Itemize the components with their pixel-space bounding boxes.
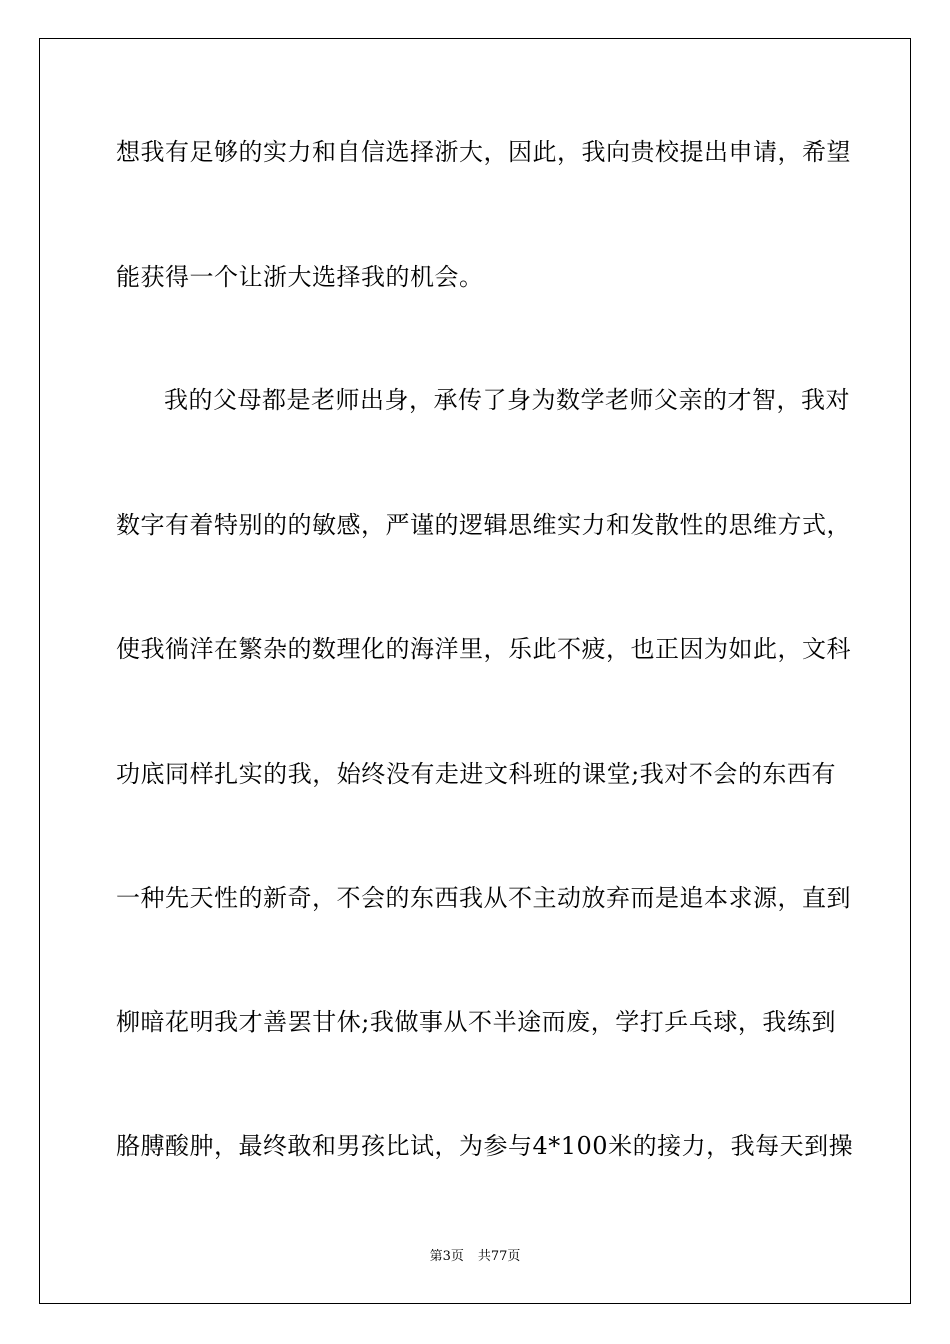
- body-line-1: 想我有足够的实力和自信选择浙大，因此，我向贵校提出申请，希望: [116, 138, 851, 166]
- body-line-3: 我的父母都是老师出身，承传了身为数学老师父亲的才智，我对: [164, 386, 850, 414]
- body-line-4: 数字有着特别的的敏感，严谨的逻辑思维实力和发散性的思维方式，: [116, 511, 851, 539]
- body-line-6: 功底同样扎实的我，始终没有走进文科班的课堂;我对不会的东西有: [116, 760, 836, 788]
- body-line-9: 胳膊酸肿，最终敢和男孩比试，为参与4*100米的接力，我每天到操: [116, 1132, 854, 1160]
- page-number: 第3页: [429, 1249, 464, 1264]
- body-line-7: 一种先天性的新奇，不会的东西我从不主动放弃而是追本求源，直到: [116, 884, 851, 912]
- page-border: [39, 38, 911, 1304]
- page-total: 共77页: [477, 1249, 521, 1264]
- body-line-5: 使我徜洋在繁杂的数理化的海洋里，乐此不疲，也正因为如此，文科: [116, 635, 851, 663]
- page-footer: [0, 1248, 950, 1266]
- body-line-8: 柳暗花明我才善罢甘休;我做事从不半途而废，学打乒乓球，我练到: [116, 1008, 836, 1036]
- body-line-2: 能获得一个让浙大选择我的机会。: [116, 263, 484, 291]
